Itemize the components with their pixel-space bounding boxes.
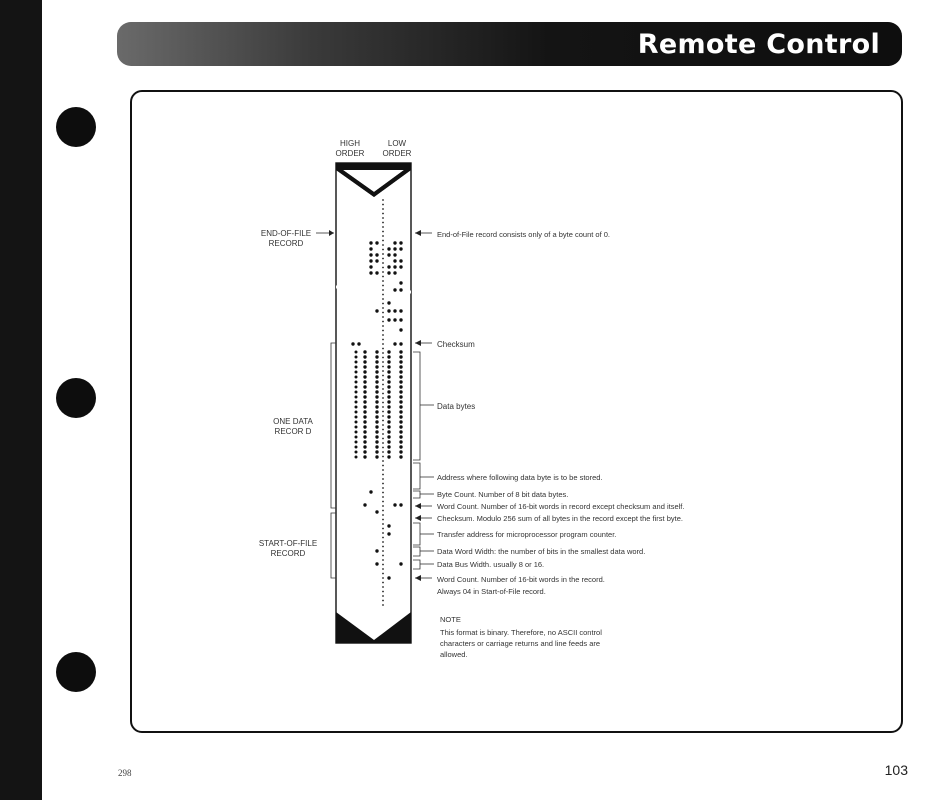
annotation-byte-count [413,490,568,499]
sprocket-hole [382,456,384,458]
tape-hole [399,265,402,268]
tape-hole [363,415,366,418]
bracket-sof-record [331,513,336,578]
tape-hole [387,380,390,383]
sprocket-hole [382,280,384,282]
sprocket-hole [382,469,384,471]
sprocket-hole [382,316,384,318]
sprocket-hole [382,505,384,507]
tape-hole [363,380,366,383]
tape-hole [399,241,402,244]
tape-hole [363,410,366,413]
tape-hole [355,446,358,449]
sprocket-hole [382,451,384,453]
sprocket-hole [382,568,384,570]
svg-text:Data bytes: Data bytes [437,402,476,411]
tape-hole [363,503,366,506]
tape-hole [375,380,378,383]
tape-hole [375,390,378,393]
sprocket-hole [382,595,384,597]
tape-hole [387,395,390,398]
note-line: This format is binary. Therefore, no ASCII control [440,628,602,637]
tape-hole [375,410,378,413]
tape-hole [399,247,402,250]
tape-hole [387,440,390,443]
sprocket-hole [382,478,384,480]
sprocket-hole [382,415,384,417]
tape-hole [363,400,366,403]
tape-hole [355,371,358,374]
tape-hole [375,259,378,262]
tape-hole [355,416,358,419]
sprocket-hole [382,303,384,305]
sprocket-hole [382,370,384,372]
tape-hole [399,400,402,403]
tape-hole [363,445,366,448]
sprocket-hole [382,366,384,368]
tape-hole [387,265,390,268]
tape-hole [387,390,390,393]
tape-hole [399,405,402,408]
tape-hole [363,455,366,458]
sprocket-hole [382,465,384,467]
tape-hole [393,288,396,291]
tape-hole [363,430,366,433]
sprocket-hole [382,411,384,413]
svg-text:Word Count. Number of 16-bit w: Word Count. Number of 16-bit words in record except checksum and itself. [437,502,685,511]
tape-hole [363,350,366,353]
sprocket-hole [382,582,384,584]
tape-hole [399,370,402,373]
tape-hole [369,241,372,244]
sprocket-hole [382,600,384,602]
sprocket-hole [382,550,384,552]
tape-hole [375,253,378,256]
tape-hole [399,450,402,453]
section-title: Remote Control [637,29,880,60]
tape-hole [399,420,402,423]
tape-hole [369,259,372,262]
sprocket-hole [382,312,384,314]
sprocket-hole [382,213,384,215]
tape-hole [375,562,378,565]
sprocket-hole [382,384,384,386]
svg-text:Checksum: Checksum [437,340,475,349]
sprocket-hole [382,321,384,323]
tape-hole [369,253,372,256]
sprocket-hole [382,438,384,440]
sprocket-hole [382,208,384,210]
label-data-line1: ONE DATA [273,417,313,426]
sprocket-hole [382,474,384,476]
tape-hole [355,391,358,394]
svg-text:Address where following data b: Address where following data byte is to be stored. [437,473,603,482]
tape-hole [375,370,378,373]
sprocket-hole [382,285,384,287]
sprocket-hole [382,586,384,588]
tape-hole [363,390,366,393]
sprocket-hole [382,330,384,332]
tape-hole [375,445,378,448]
tape-hole [375,375,378,378]
tape-hole [387,450,390,453]
tape-hole [375,440,378,443]
tape-hole [375,549,378,552]
tape-hole [387,420,390,423]
tape-hole [355,366,358,369]
tape-hole [355,386,358,389]
sprocket-hole [382,604,384,606]
tape-hole [355,411,358,414]
tape-hole [355,361,358,364]
tape-hole [369,247,372,250]
sprocket-hole [382,460,384,462]
tape-hole [393,253,396,256]
tape-hole [387,405,390,408]
sprocket-hole [382,253,384,255]
header-high-line2: ORDER [335,149,365,158]
sprocket-hole [382,339,384,341]
tape-hole [387,532,390,535]
sprocket-hole [382,519,384,521]
sprocket-hole [382,528,384,530]
tape-hole [375,400,378,403]
svg-text:Word Count. Number of 16-bit w: Word Count. Number of 16-bit words in the record. [437,575,605,584]
tape-hole [399,562,402,565]
tape-hole [355,441,358,444]
sprocket-hole [382,258,384,260]
tape-hole [375,360,378,363]
sprocket-hole [382,217,384,219]
tape-hole [355,376,358,379]
sprocket-hole [382,267,384,269]
sprocket-hole [382,388,384,390]
tape-hole [387,365,390,368]
tape-hole [399,503,402,506]
tape-hole [375,415,378,418]
sprocket-hole [382,514,384,516]
tape-hole [393,342,396,345]
sprocket-hole [382,271,384,273]
tape-hole [393,265,396,268]
sprocket-hole [382,249,384,251]
sprocket-hole [382,289,384,291]
tape-hole [375,510,378,513]
tape-hole [375,405,378,408]
tape-hole [387,350,390,353]
sprocket-hole [382,501,384,503]
footer-page-ref: 298 [118,768,132,778]
sprocket-hole [382,325,384,327]
tape-hole [369,490,372,493]
sprocket-hole [382,429,384,431]
svg-text:Always 04 in Start-of-File rec: Always 04 in Start-of-File record. [437,587,546,596]
tape-hole [387,301,390,304]
tape-hole [355,421,358,424]
sprocket-hole [382,262,384,264]
tape-hole [387,370,390,373]
tape-hole [399,309,402,312]
label-eof-line2: RECORD [268,239,304,248]
tape-hole [355,351,358,354]
tape-hole [355,381,358,384]
sprocket-hole [382,447,384,449]
tape-hole [363,355,366,358]
tape-hole [375,365,378,368]
label-data-line2: RECOR D [274,427,312,436]
svg-text:Data Word Width: the number of: Data Word Width: the number of bits in the smallest data word. [437,547,646,556]
tape-hole [387,309,390,312]
annotation-data-bytes [413,352,475,460]
tape-hole [393,259,396,262]
tape-hole [375,271,378,274]
tape-hole [399,415,402,418]
tape-hole [399,318,402,321]
annotation-eof [415,230,610,239]
tape-hole [369,265,372,268]
note-line: characters or carriage returns and line feeds are [440,639,601,648]
sprocket-hole [382,226,384,228]
tape-hole [393,309,396,312]
tape-hole [363,375,366,378]
tape-hole [399,390,402,393]
sprocket-hole [382,492,384,494]
annotation-data-word-width [413,547,645,556]
tape-hole [387,355,390,358]
sprocket-hole [382,483,384,485]
tape-hole [399,385,402,388]
tape-hole [399,375,402,378]
tape-hole [363,365,366,368]
sprocket-hole [382,532,384,534]
tape-hole [375,385,378,388]
sprocket-hole [382,420,384,422]
sprocket-hole [382,276,384,278]
tape-hole [399,328,402,331]
tape-hole [387,400,390,403]
tape-hole [399,395,402,398]
tape-hole [387,524,390,527]
tape-hole [375,420,378,423]
tape-hole [387,375,390,378]
tape-hole [387,445,390,448]
annotation-data-bus-width [413,560,544,569]
sprocket-hole [382,546,384,548]
tape-hole [375,350,378,353]
tape-hole [399,445,402,448]
tape-hole [363,440,366,443]
tape-hole [375,355,378,358]
header-low-line2: ORDER [382,149,412,158]
tape-hole [369,271,372,274]
sprocket-hole [382,424,384,426]
tape-hole [375,395,378,398]
tape-hole [357,342,360,345]
sprocket-hole [382,487,384,489]
tape-hole [387,385,390,388]
svg-text:End-of-File record consists on: End-of-File record consists only of a byte count of 0. [437,230,611,239]
tape-hole [363,370,366,373]
tape-hole [387,430,390,433]
tape-hole [355,436,358,439]
tape-hole [355,356,358,359]
note-block [440,615,602,659]
svg-text:Transfer address for microproc: Transfer address for microprocessor program counter. [437,530,617,539]
sprocket-hole [382,379,384,381]
tape-hole [375,435,378,438]
tape-hole [363,425,366,428]
tape-hole [387,271,390,274]
tape-hole [363,395,366,398]
sprocket-hole [382,537,384,539]
tape-hole [399,355,402,358]
sprocket-hole [382,361,384,363]
tape-hole [387,410,390,413]
sprocket-hole [382,496,384,498]
sprocket-hole [382,406,384,408]
tape-hole [399,360,402,363]
tape-hole [387,435,390,438]
tape-hole [393,241,396,244]
tape-hole [393,503,396,506]
sprocket-hole [382,555,384,557]
label-sof-line2: RECORD [270,549,306,558]
tape-hole [375,425,378,428]
tape-hole [355,401,358,404]
tape-hole [355,396,358,399]
sprocket-hole [382,541,384,543]
tape-hole [355,426,358,429]
sprocket-hole [382,343,384,345]
tape-hole [375,455,378,458]
sprocket-hole [382,199,384,201]
tape-hole [355,451,358,454]
tape-hole [363,405,366,408]
bracket-data-record [331,343,336,508]
sprocket-hole [382,334,384,336]
tape-hole [355,406,358,409]
sprocket-hole [382,559,384,561]
sprocket-hole [382,294,384,296]
sprocket-hole [382,577,384,579]
page-number: 103 [884,762,908,778]
tape-hole [399,425,402,428]
sprocket-hole [382,231,384,233]
tape-hole [363,420,366,423]
tape-hole [355,456,358,459]
label-eof-line1: END-OF-FILE [260,229,312,238]
tape-hole [399,380,402,383]
sprocket-hole [382,352,384,354]
sprocket-hole [382,375,384,377]
tape-hole [399,435,402,438]
sprocket-hole [382,442,384,444]
tape-hole [399,288,402,291]
tape-hole [355,431,358,434]
tape-hole [399,281,402,284]
tape-hole [393,247,396,250]
tape-hole [399,365,402,368]
tape-hole [375,309,378,312]
sprocket-hole [382,307,384,309]
tape-hole [387,253,390,256]
sprocket-hole [382,235,384,237]
tape-hole [387,576,390,579]
annotation-checksum-def [415,514,683,523]
sprocket-hole [382,393,384,395]
annotation-word-count-sof [415,575,605,596]
sprocket-hole [382,523,384,525]
tape-hole [387,360,390,363]
tape-hole [399,410,402,413]
sprocket-hole [382,433,384,435]
tape-hole [363,450,366,453]
label-sof-line1: START-OF-FILE [258,539,318,548]
annotation-transfer [413,523,616,545]
annotation-checksum [415,340,475,349]
annotation-address [413,463,603,489]
tape-hole [387,415,390,418]
tape-hole [399,430,402,433]
sprocket-hole [382,222,384,224]
tape-hole [399,455,402,458]
sprocket-hole [382,564,384,566]
tape-hole [399,259,402,262]
tape-hole [399,440,402,443]
tape-hole [363,360,366,363]
sprocket-hole [382,240,384,242]
tape-hole [387,455,390,458]
annotation-word-count [415,502,684,511]
tape-hole [387,425,390,428]
tape-hole [387,247,390,250]
svg-text:Checksum. Modulo 256 sum of al: Checksum. Modulo 256 sum of all bytes in the record except the first byte. [437,514,683,523]
sprocket-hole [382,357,384,359]
sprocket-hole [382,397,384,399]
sprocket-hole [382,204,384,206]
tape-hole [399,342,402,345]
sprocket-hole [382,348,384,350]
note-heading: NOTE [440,615,461,624]
tape-hole [351,342,354,345]
tape-hole [393,318,396,321]
sprocket-hole [382,298,384,300]
tape-hole [399,350,402,353]
header-low-line1: LOW [387,139,407,148]
tape-hole [375,241,378,244]
sprocket-hole [382,573,384,575]
note-line: allowed. [440,650,468,659]
tape-hole [363,385,366,388]
tape-hole [363,435,366,438]
sprocket-hole [382,591,384,593]
sprocket-hole [382,510,384,512]
sprocket-hole [382,244,384,246]
svg-text:Data Bus Width. usually 8 or 1: Data Bus Width. usually 8 or 16. [437,560,545,569]
tape-hole [375,430,378,433]
svg-text:Byte Count. Number of 8 bit da: Byte Count. Number of 8 bit data bytes. [437,490,569,499]
tape-hole [387,318,390,321]
tape-hole [375,450,378,453]
header-high-line1: HIGH [340,139,360,148]
sprocket-hole [382,402,384,404]
tape-hole [393,271,396,274]
